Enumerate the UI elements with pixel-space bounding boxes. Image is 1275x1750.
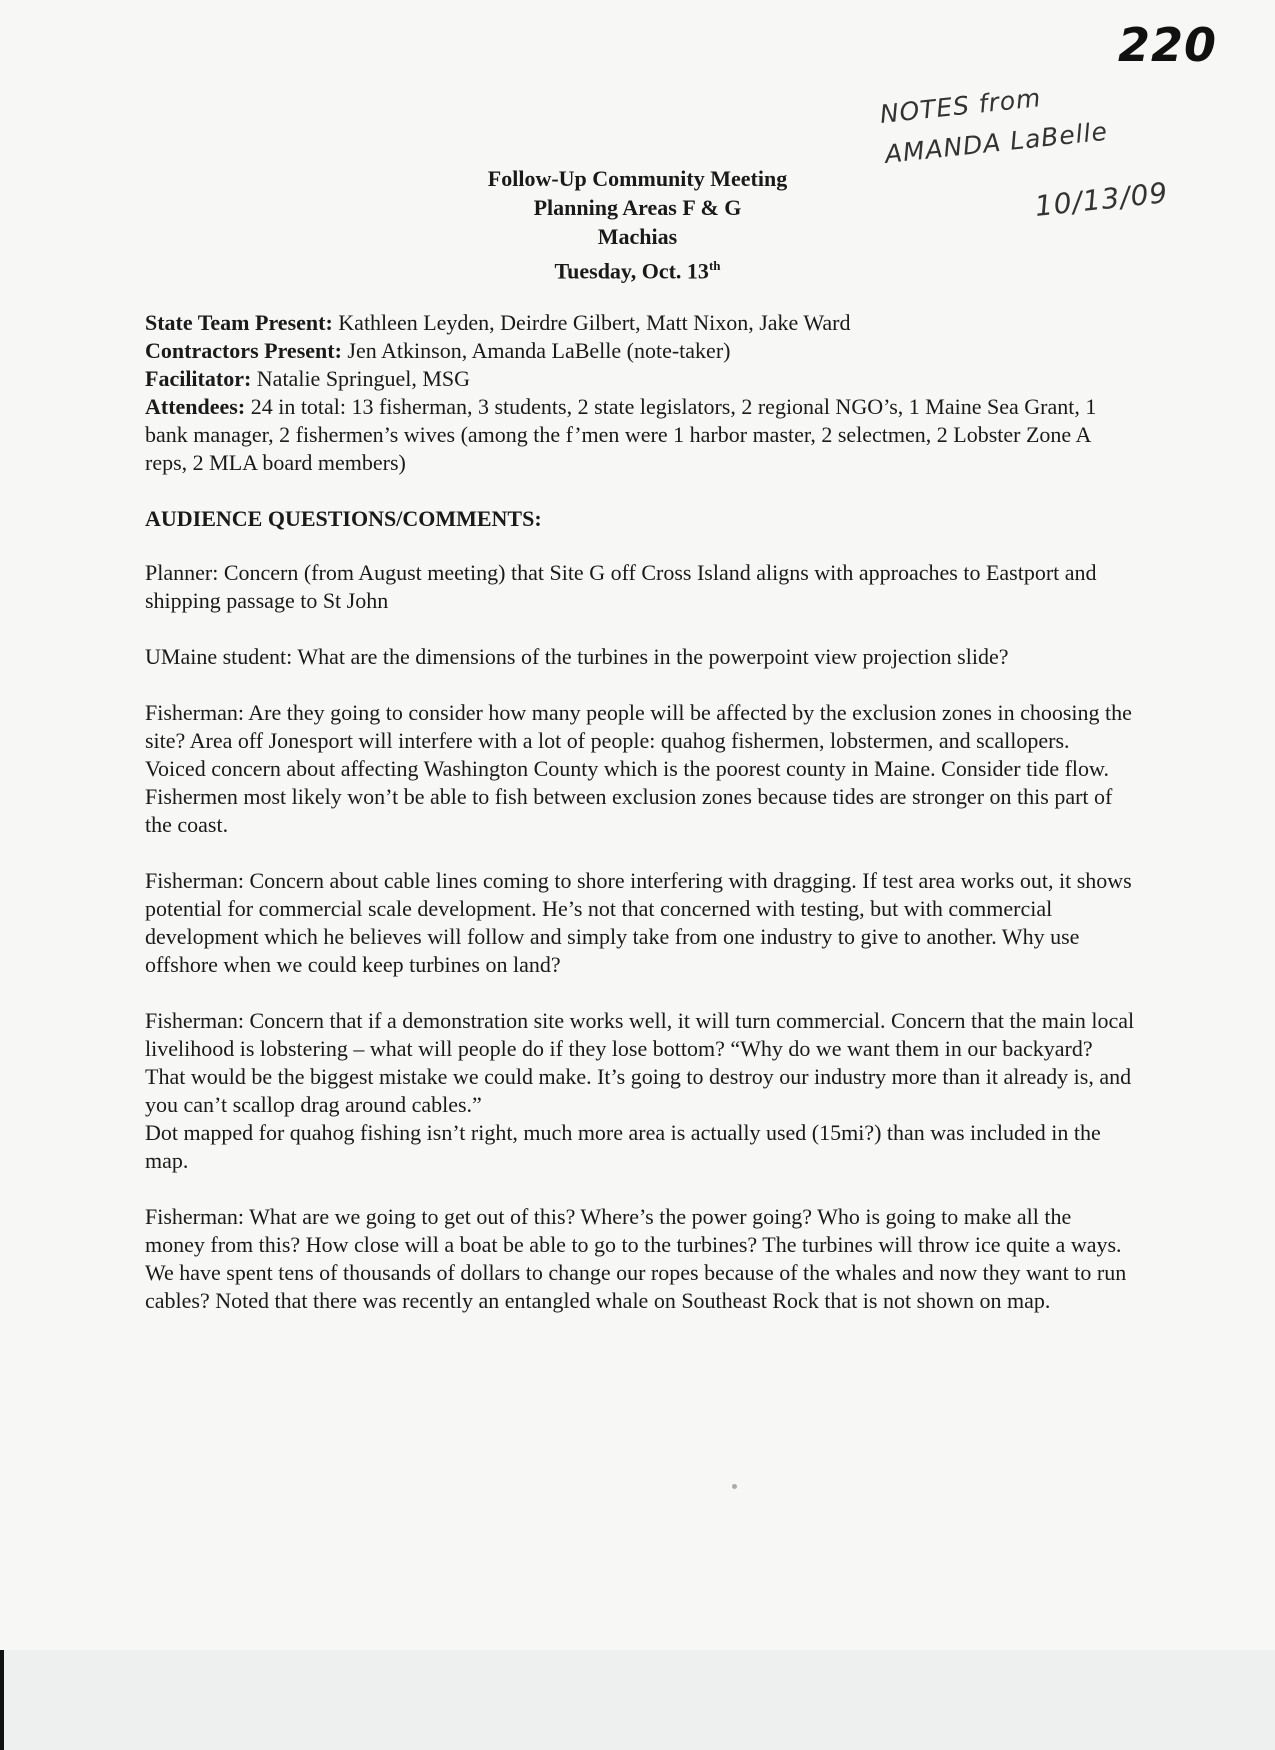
document-subtitle: Planning Areas F & G: [533, 195, 742, 220]
comment-planner: Planner: Concern (from August meeting) that Site G off Cross Island aligns with approaches to Eastport and shipping passage to St John: [145, 560, 1097, 613]
comment-quahog-note: Dot mapped for quahog fishing isn’t right, much more area is actually used (15mi?) than was included in the map.: [145, 1120, 1101, 1173]
comment-fisherman-3: Fisherman: Concern that if a demonstration site works well, it will turn commercial. Concern that the main local livelihood is lobstering – what will people do if they lose bottom? “Why do we want them in our backyard? That would be the biggest mistake we could make. It’s going to destroy our industry more than it already is, and you can’t scallop drag around cables.”: [145, 1008, 1135, 1117]
scan-bottom-strip: [0, 1650, 1275, 1750]
contractors-line: [145, 337, 1135, 365]
facilitator-line: [145, 365, 1135, 393]
attendees-label: Attendees:: [145, 394, 246, 419]
handwritten-note-line-2: AMANDA LaBelle: [883, 116, 1110, 169]
state-team-label: State Team Present:: [145, 310, 333, 335]
document-header: [0, 164, 1275, 285]
meeting-date: [0, 251, 1275, 285]
attendees-value: 24 in total: 13 fisherman, 3 students, 2 state legislators, 2 regional NGO’s, 1 Maine Sea Grant, 1 bank manager, 2 fishermen’s wives (among the f’men were 1 harbor master, 2 selectmen, 2 Lobster Zone A reps, 2 MLA board members): [145, 394, 1097, 475]
document-body: [145, 309, 1135, 1343]
scan-speck: [732, 1484, 737, 1489]
state-team-value: Kathleen Leyden, Deirdre Gilbert, Matt Nixon, Jake Ward: [332, 310, 851, 335]
comment-fisherman-4: Fisherman: What are we going to get out of this? Where’s the power going? Who is going to make all the money from this? How close will a boat be able to go to the turbines? The turbines will throw ice quite a ways. We have spent tens of thousands of dollars to change our ropes because of the whales and now they want to run cables? Noted that there was recently an entangled whale on Southeast Rock that is not shown on map.: [145, 1204, 1127, 1313]
meeting-date-suffix: th: [708, 258, 721, 273]
handwritten-note-line-1: NOTES from: [878, 83, 1043, 129]
facilitator-label: Facilitator:: [145, 366, 252, 391]
scan-left-edge: [0, 1650, 4, 1750]
page-number: 220: [1117, 18, 1217, 72]
meeting-date-text: Tuesday, Oct. 13: [554, 258, 709, 284]
contractors-value: Jen Atkinson, Amanda LaBelle (note-taker): [341, 338, 731, 363]
meeting-location: Machias: [597, 224, 678, 249]
facilitator-value: Natalie Springuel, MSG: [251, 366, 471, 391]
comment-fisherman-2: Fisherman: Concern about cable lines coming to shore interfering with dragging. If test area works out, it shows potential for commercial scale development. He’s not that concerned with testing, but with commercial development which he believes will follow and simply take from one industry to give to another. Why use offshore when we could keep turbines on land?: [145, 868, 1132, 977]
handwritten-note-date: 10/13/09: [1033, 176, 1170, 223]
state-team-line: [145, 309, 1135, 337]
attendees-line: [145, 393, 1135, 477]
comment-umaine-student: UMaine student: What are the dimensions of the turbines in the powerpoint view projection slide?: [145, 644, 1009, 669]
document-title: Follow-Up Community Meeting: [487, 166, 788, 191]
comment-fisherman-1: Fisherman: Are they going to consider how many people will be affected by the exclusion zones in choosing the site? Area off Jonesport will interfere with a lot of people: quahog fishermen, lobstermen, and scallopers. Voiced concern about affecting Washington County which is the poorest county in Maine. Consider tide flow. Fishermen most likely won’t be able to fish between exclusion zones because tides are stronger on this part of the coast.: [145, 700, 1132, 837]
section-title: AUDIENCE QUESTIONS/COMMENTS:: [145, 506, 542, 531]
contractors-label: Contractors Present:: [145, 338, 342, 363]
